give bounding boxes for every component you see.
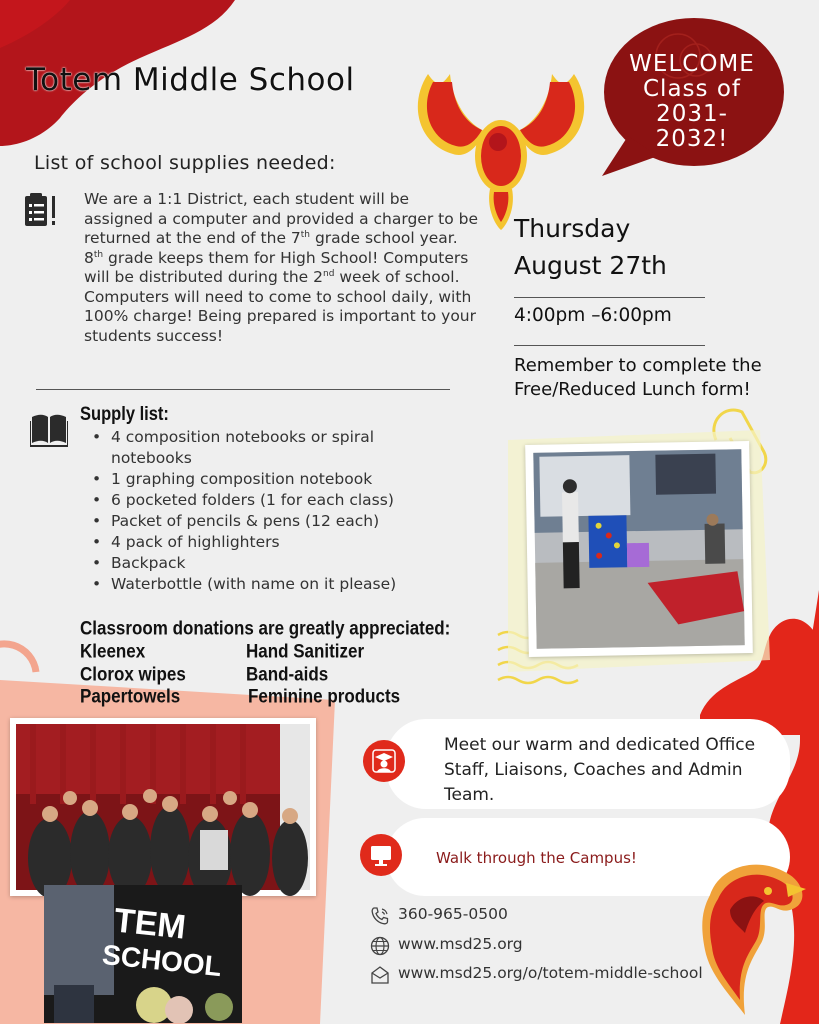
event-divider — [514, 345, 705, 346]
donation-item: Kleenex — [80, 640, 146, 662]
monitor-icon — [360, 834, 402, 876]
welcome-text — [598, 52, 786, 152]
superscript: nd — [323, 268, 335, 279]
donation-item: Papertowels — [80, 685, 181, 707]
intro-text: We are a 1:1 District, each student will be assigned a computer and provided a charger to be returned at the end of the 7 — [84, 190, 478, 247]
sign-text: TEM — [112, 901, 188, 947]
superscript: th — [93, 249, 104, 260]
list-item: • 4 pack of highlighters — [92, 532, 422, 553]
supply-list-title: Supply list: — [80, 404, 169, 425]
list-item: • 6 pocketed folders (1 for each class) — [92, 490, 422, 511]
meet-staff-text: Meet our warm and dedicated Office Staff, Liaisons, Coaches and Admin Team. — [444, 735, 756, 805]
donations-title: Classroom donations are greatly appreciated: — [80, 617, 451, 639]
event-day: Thursday — [514, 214, 631, 243]
welcome-line: 2031- — [656, 101, 728, 127]
intro-text: grade keeps them for High School! Computers will be distributed during the 2 — [84, 248, 469, 286]
event-time: 4:00pm –6:00pm — [514, 305, 672, 326]
event-date — [514, 210, 667, 284]
list-item: • 4 composition notebooks or spiral notebooks — [92, 427, 422, 469]
graduate-icon-circle — [363, 740, 405, 782]
graduate-icon — [363, 740, 405, 782]
phone-icon — [370, 906, 390, 926]
welcome-line: WELCOME — [629, 51, 755, 77]
welcome-line: Class of — [643, 76, 741, 102]
school-sign-photo — [44, 885, 242, 1023]
donation-item: Clorox wipes — [80, 663, 186, 685]
list-item: • 1 graphing composition notebook — [92, 469, 422, 490]
section-divider — [36, 389, 450, 390]
book-icon — [30, 413, 68, 447]
event-photo-image — [525, 441, 753, 657]
lunch-form-reminder: Remember to complete the Free/Reduced Lunch form! — [514, 355, 762, 400]
donation-item: Hand Sanitizer — [246, 640, 365, 662]
school-page-link[interactable]: www.msd25.org/o/totem-middle-school — [398, 964, 703, 982]
group-photo-image — [10, 718, 316, 896]
computer-policy-text — [84, 190, 480, 346]
intro-text: grade school year. 8 — [84, 229, 458, 267]
mail-icon — [370, 965, 390, 985]
group-photo — [10, 718, 316, 896]
monitor-icon-circle — [360, 834, 402, 876]
walk-campus-text: Walk through the Campus! — [436, 849, 637, 867]
website-link[interactable]: www.msd25.org — [398, 935, 523, 953]
event-divider — [514, 297, 705, 298]
supplies-heading: List of school supplies needed: — [34, 152, 336, 174]
list-item: • Packet of pencils & pens (12 each) — [92, 511, 422, 532]
event-date-text: August 27th — [514, 251, 667, 280]
donation-item: Feminine products — [248, 685, 401, 707]
phoenix-head-logo — [690, 855, 810, 1020]
list-item: • Waterbottle (with name on it please) — [92, 574, 422, 595]
intro-text: week of school. Computers will need to come to school daily, with 100% charge! Being prepared is important to your students success! — [84, 268, 476, 345]
list-item: • Backpack — [92, 553, 422, 574]
donation-item: Band-aids — [246, 663, 329, 685]
event-photo — [525, 441, 753, 657]
supply-list — [92, 427, 422, 595]
phone-number[interactable]: 360-965-0500 — [398, 905, 508, 923]
sign-text: SCHOOL — [100, 938, 224, 983]
globe-icon — [370, 936, 390, 956]
superscript: th — [300, 229, 311, 240]
school-name-title: Totem Middle School — [26, 62, 355, 98]
welcome-line: 2032! — [655, 126, 729, 152]
checklist-icon — [24, 193, 58, 229]
